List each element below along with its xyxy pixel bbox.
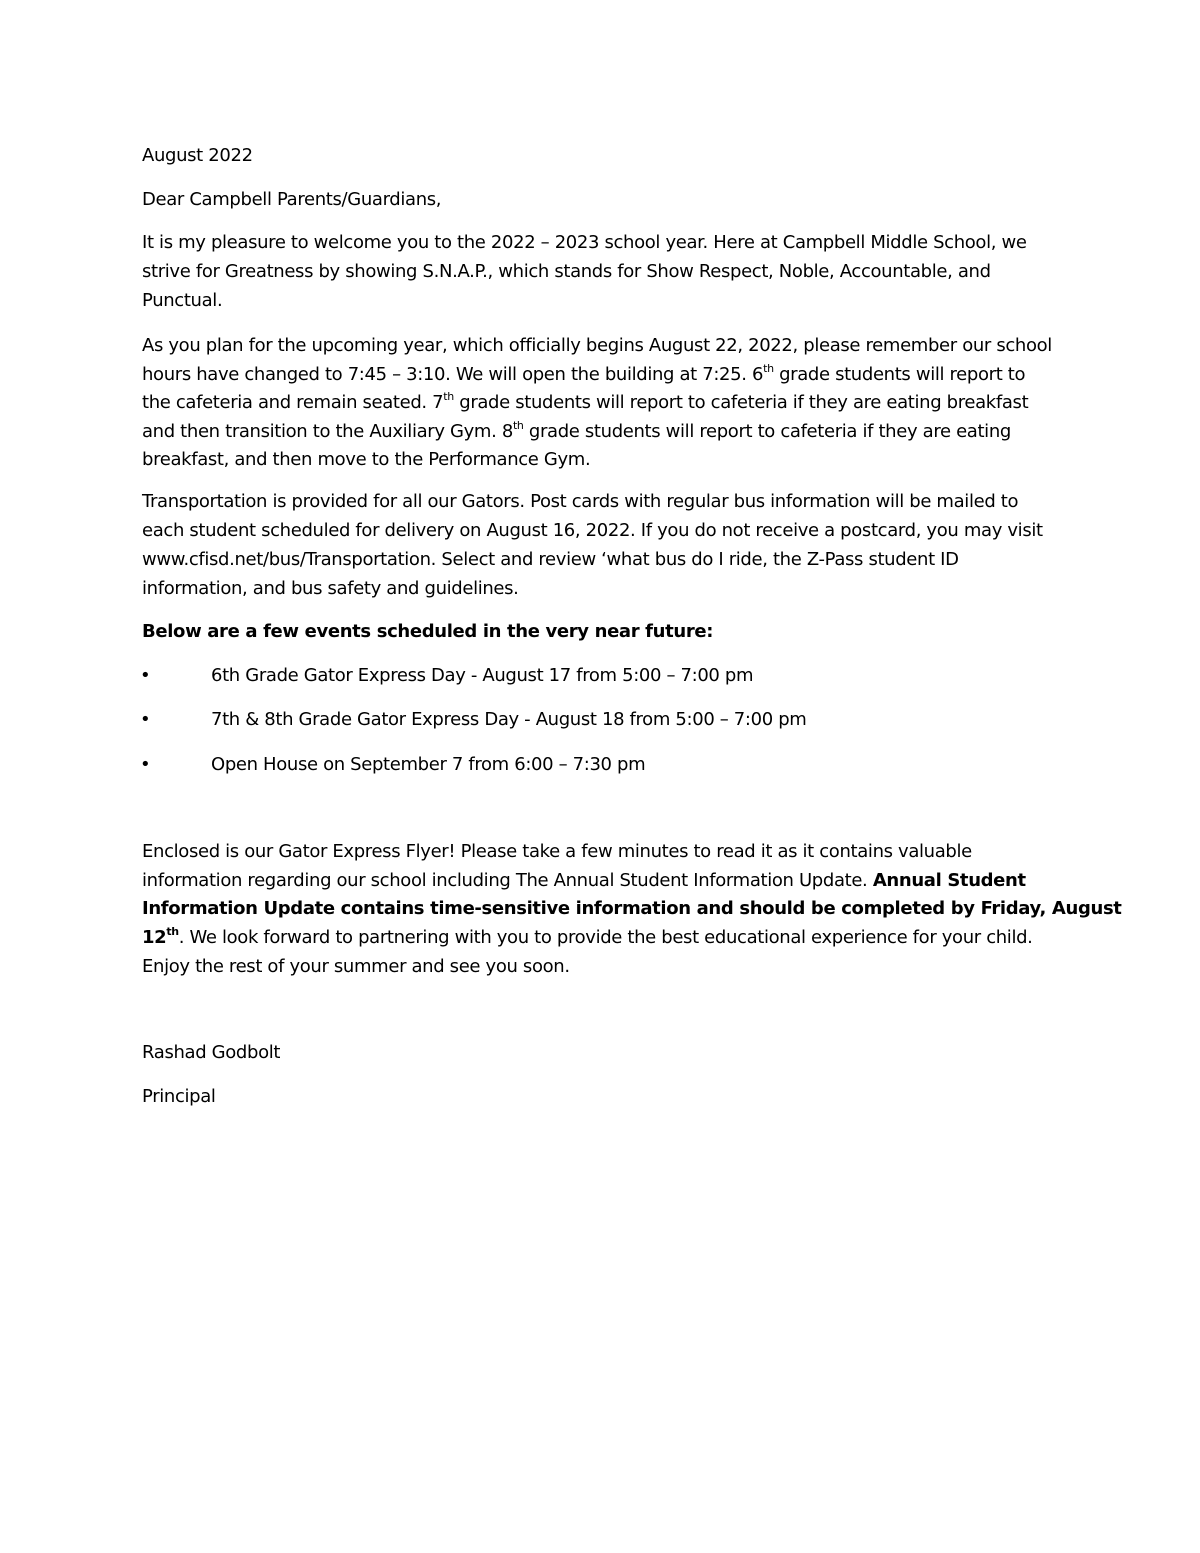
transportation-link[interactable]: www.cfisd.net/bus/Transportation — [142, 549, 431, 570]
paragraph-line: Transportation is provided for all our Gators. Post cards with regular bus information will be mailed to — [142, 491, 1019, 512]
paragraph-line: Enclosed is our Gator Express Flyer! Please take a few minutes to read it as it contains valuable — [142, 841, 972, 862]
paragraph-line: www.cfisd.net/bus/Transportation. Select and review ‘what bus do I ride, the Z-Pass student ID — [142, 549, 959, 570]
bullet-icon: • — [140, 709, 151, 730]
salutation: Dear Campbell Parents/Guardians, — [142, 189, 442, 210]
paragraph-line: information, and bus safety and guidelines. — [142, 578, 519, 599]
bullet-icon: • — [140, 665, 151, 686]
paragraph-line: breakfast, and then move to the Performance Gym. — [142, 449, 591, 470]
list-item: 6th Grade Gator Express Day - August 17 from 5:00 – 7:00 pm — [211, 665, 754, 686]
paragraph-line: As you plan for the upcoming year, which officially begins August 22, 2022, please remember our school — [142, 335, 1052, 356]
paragraph-line: each student scheduled for delivery on August 16, 2022. If you do not receive a postcard, you may visit — [142, 520, 1043, 541]
paragraph-line: It is my pleasure to welcome you to the 2022 – 2023 school year. Here at Campbell Middle School, we — [142, 232, 1027, 253]
paragraph-line: the cafeteria and remain seated. 7th grade students will report to cafeteria if they are eating breakfast — [142, 390, 1029, 413]
paragraph-line: 12th. We look forward to partnering with you to provide the best educational experience for your child. — [142, 925, 1033, 948]
paragraph-line: Punctual. — [142, 290, 223, 311]
paragraph-line: information regarding our school including The Annual Student Information Update. Annual Student — [142, 870, 1026, 891]
paragraph-line: Enjoy the rest of your summer and see you soon. — [142, 956, 570, 977]
signature-title: Principal — [142, 1086, 216, 1107]
paragraph-line: and then transition to the Auxiliary Gym. 8th grade students will report to cafeteria if they are eating — [142, 419, 1011, 442]
paragraph-line: hours have changed to 7:45 – 3:10. We will open the building at 7:25. 6th grade students will report to — [142, 362, 1026, 385]
paragraph-line: Information Update contains time-sensitive information and should be completed by Friday, August — [142, 898, 1122, 919]
letter-date: August 2022 — [142, 145, 253, 166]
list-item: Open House on September 7 from 6:00 – 7:30 pm — [211, 754, 646, 775]
list-item: 7th & 8th Grade Gator Express Day - August 18 from 5:00 – 7:00 pm — [211, 709, 807, 730]
signature-name: Rashad Godbolt — [142, 1042, 281, 1063]
events-heading: Below are a few events scheduled in the very near future: — [142, 621, 714, 642]
paragraph-line: strive for Greatness by showing S.N.A.P., which stands for Show Respect, Noble, Accountable, and — [142, 261, 991, 282]
bullet-icon: • — [140, 754, 151, 775]
